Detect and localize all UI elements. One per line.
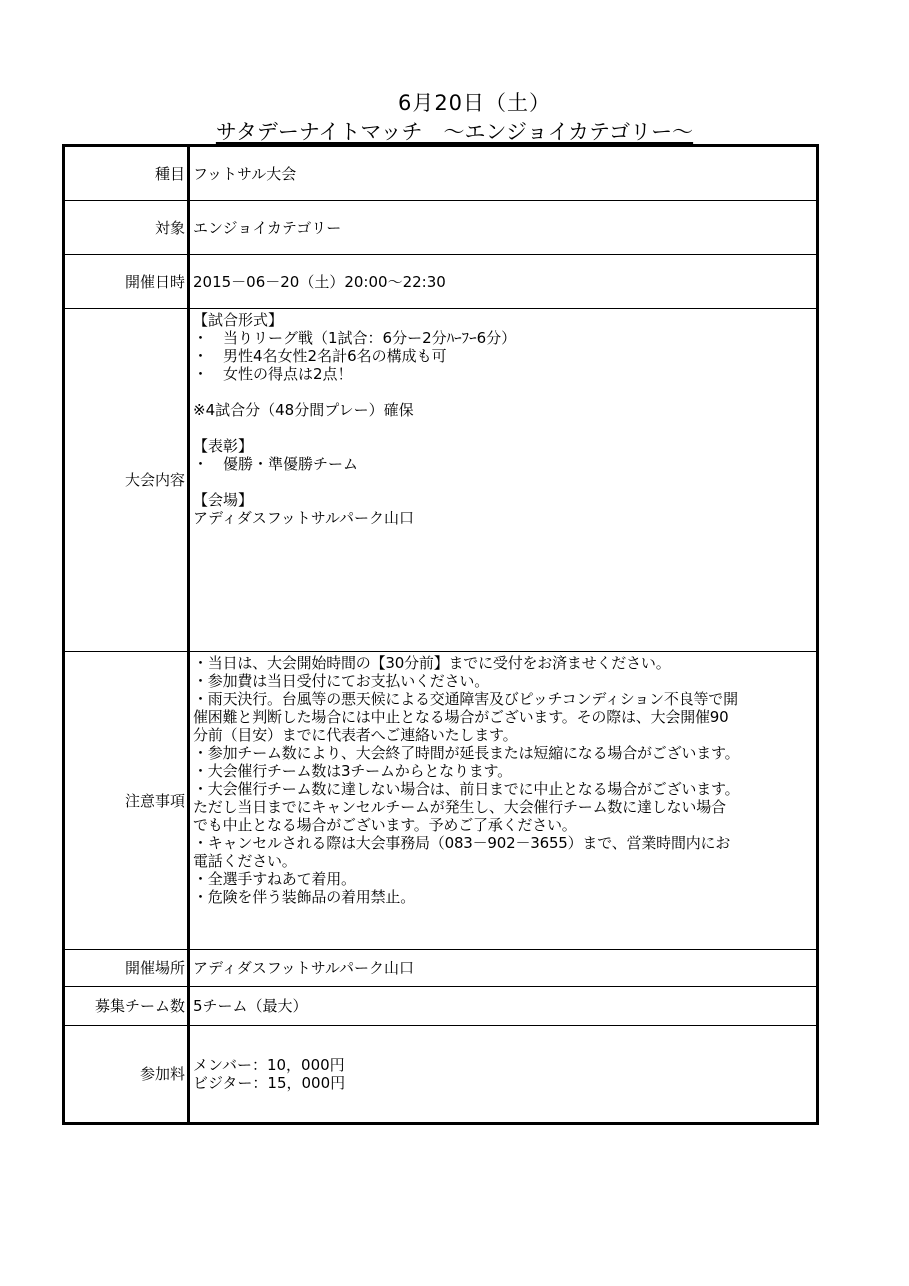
row-datetime [64,255,818,309]
notes-line: ・参加チーム数により、大会終了時間が延長または短縮になる場合がございます。 [193,744,740,762]
notes-line: ただし当日までにキャンセルチームが発生し、大会催行チーム数に達しない場合 [193,798,726,816]
event-date-title: 6月20日（土） [397,91,552,115]
row-notes [64,652,818,950]
recruit-value: 5チーム（最大） [189,987,818,1026]
type-value: フットサル大会 [189,146,818,201]
notes-line: ・参加費は当日受付にてお支払いください。 [193,672,490,690]
content-line: 【試合形式】 [193,311,284,329]
notes-line: 分前（目安）までに代表者へご連絡いたします。 [193,726,518,744]
recruit-label: 募集チーム数 [64,987,189,1026]
notes-line: ・当日は、大会開始時間の【30分前】までに受付をお済ませください。 [193,654,671,672]
row-recruit [64,987,818,1026]
datetime-label: 開催日時 [64,255,189,309]
notes-value [189,652,818,950]
content-line: アディダスフットサルパーク山口 [193,509,414,527]
content-line: 【会場】 [193,491,254,509]
notes-line: ・大会催行チーム数に達しない場合は、前日までに中止となる場合がございます。 [193,780,740,798]
notes-line: ・雨天決行。台風等の悪天候による交通障害及びピッチコンディション不良等で開 [193,690,738,708]
fee-member: メンバー：10，000円 [193,1056,345,1074]
content-label: 大会内容 [64,309,189,652]
notes-line: 電話ください。 [193,852,297,870]
event-info-table [62,144,819,1125]
content-line: ・ 男性4名女性2名計6名の構成も可 [193,347,447,365]
content-line: ※4試合分（48分間プレー）確保 [193,401,414,419]
row-fee [64,1026,818,1124]
content-value [189,309,818,652]
type-label: 種目 [64,146,189,201]
target-label: 対象 [64,201,189,255]
datetime-value: 2015－06－20（土）20:00～22:30 [189,255,818,309]
content-line: ・ 女性の得点は2点！ [193,365,353,383]
row-content [64,309,818,652]
row-type [64,146,818,201]
notes-line: でも中止となる場合がございます。予めご了承ください。 [193,816,577,834]
fee-label: 参加料 [64,1026,189,1124]
target-value: エンジョイカテゴリー [189,201,818,255]
notes-line: ・危険を伴う装飾品の着用禁止。 [193,888,416,906]
content-line: ・ 当りリーグ戦（1試合：6分ー2分ﾊｰﾌｰ6分） [193,329,517,347]
fee-visitor: ビジター：15，000円 [193,1074,346,1092]
notes-line: 催困難と判断した場合には中止となる場合がございます。その際は、大会開催90 [193,708,729,726]
title-block [0,88,909,146]
content-line: ・ 優勝・準優勝チーム [193,455,359,473]
notes-line: ・全選手すねあて着用。 [193,870,356,888]
notes-line: ・大会催行チーム数は3チームからとなります。 [193,762,512,780]
notes-line: ・キャンセルされる際は大会事務局（083－902－3655）まで、営業時間内にお [193,834,731,852]
blank-line [193,383,816,401]
blank-line [193,473,816,491]
row-venue [64,950,818,987]
blank-line [193,419,816,437]
fee-value [189,1026,818,1124]
content-line: 【表彰】 [193,437,254,455]
notes-label: 注意事項 [64,652,189,950]
venue-value: アディダスフットサルパーク山口 [189,950,818,987]
row-target [64,201,818,255]
venue-label: 開催場所 [64,950,189,987]
event-name-title: サタデーナイトマッチ ～エンジョイカテゴリー～ [215,120,694,144]
